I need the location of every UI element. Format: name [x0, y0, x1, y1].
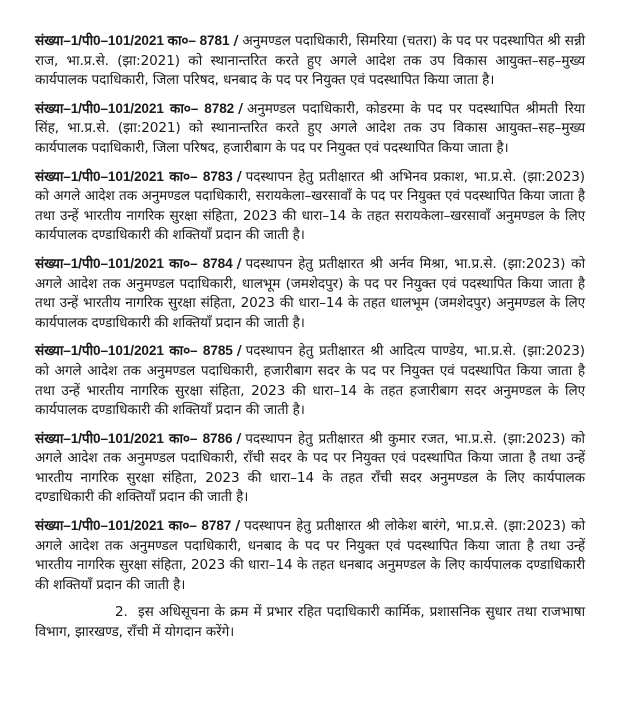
separator: / — [236, 255, 242, 272]
order-text: अनुमण्डल पदाधिकारी, कोडरमा के पद पर पदस्थापित श्रीमती रिया सिंह, भा.प्र.से. (झा:2021) को स्थानान्तरित करते हुए अगले आदेश तक उप विकास आयुक्त–सह–मुख्य कार्यपालक पदाधिकारी, जिला परिषद, हजारीबाग के पद पर नियुक्त एवं पदस्थापित किया जाता है। — [35, 100, 585, 156]
order-paragraph-8782 — [35, 99, 585, 159]
order-reference: संख्या–1/पी0–101/2021 का०– 8786 — [35, 430, 233, 446]
order-reference: संख्या–1/पी0–101/2021 का०– 8784 — [35, 255, 233, 271]
order-text: पदस्थापन हेतु प्रतीक्षारत श्री कुमार रजत, भा.प्र.से. (झा:2023) को अगले आदेश तक अनुमण्डल पदाधिकारी, राँची सदर के पद पर नियुक्त एवं पदस्थापित किया जाता है तथा उन्हें भारतीय नागरिक सुरक्षा संहिता, 2023 की धारा–14 के तहत राँची सदर अनुमण्डल के लिए कार्यपालक दण्डाधिकारी की शक्तियाँ प्रदान की जाती है। — [35, 430, 585, 506]
order-text: पदस्थापन हेतु प्रतीक्षारत श्री आदित्य पाण्डेय, भा.प्र.से. (झा:2023) को अगले आदेश तक अनुमण्डल पदाधिकारी, हजारीबाग सदर के पद पर नियुक्त एवं पदस्थापित किया जाता है तथा उन्हें भारतीय नागरिक सुरक्षा संहिता, 2023 की धारा–14 के तहत हजारीबाग सदर अनुमण्डल के लिए कार्यपालक दण्डाधिकारी की शक्तियाँ प्रदान की जाती है। — [35, 343, 585, 419]
order-paragraph-8785 — [35, 341, 585, 420]
order-paragraph-8781 — [35, 31, 585, 91]
separator: / — [233, 33, 239, 49]
order-reference: संख्या–1/पी0–101/2021 का०– 8782 — [35, 100, 235, 116]
order-reference: संख्या–1/पी0–101/2021 का०– 8783 — [35, 168, 233, 184]
order-text: पदस्थापन हेतु प्रतीक्षारत श्री अर्नव मिश्रा, भा.प्र.से. (झा:2023) को अगले आदेश तक अनुमण्डल पदाधिकारी, धालभूम (जमशेदपुर) के पद पर नियुक्त एवं पदस्थापित किया जाता है तथा उन्हें भारतीय नागरिक सुरक्षा संहिता, 2023 की धारा–14 के तहत धालभूम (जमशेदपुर) अनुमण्डल के लिए कार्यपालक दण्डाधिकारी की शक्तियाँ प्रदान की जाती है। — [35, 255, 585, 331]
separator: / — [236, 430, 242, 447]
closing-paragraph — [35, 603, 585, 642]
order-text: अनुमण्डल पदाधिकारी, सिमरिया (चतरा) के पद पर पदस्थापित श्री सन्नी राज, भा.प्र.से. (झा:2021) को स्थानान्तरित करते हुए अगले आदेश तक उप विकास आयुक्त–सह–मुख्य कार्यपालक पदाधिकारी, जिला परिषद, धनबाद के पद पर नियुक्त एवं पदस्थापित किया जाता है। — [35, 33, 585, 89]
order-reference: संख्या–1/पी0–101/2021 का०– 8787 — [35, 518, 232, 534]
order-paragraph-8784 — [35, 254, 585, 333]
closing-text: इस अधिसूचना के क्रम में प्रभार रहित पदाधिकारी कार्मिक, प्रशासनिक सुधार तथा राजभाषा विभाग, झारखण्ड, राँची में योगदान करेंगे। — [35, 604, 585, 641]
order-paragraph-8783 — [35, 167, 585, 246]
order-paragraph-8786 — [35, 429, 585, 508]
closing-number: 2. — [115, 604, 128, 621]
order-text: पदस्थापन हेतु प्रतीक्षारत श्री लोकेश बारंगे, भा.प्र.से. (झा:2023) को अगले आदेश तक अनुमण्डल पदाधिकारी, धनबाद के पद पर नियुक्त एवं पदस्थापित किया जाता है तथा उन्हें भारतीय नागरिक सुरक्षा संहिता, 2023 की धारा–14 के तहत धनबाद अनुमण्डल के लिए कार्यपालक दण्डाधिकारी की शक्तियाँ प्रदान की जाती है। — [35, 518, 585, 593]
separator: / — [238, 100, 244, 117]
order-paragraph-8787 — [35, 516, 585, 595]
separator: / — [235, 518, 241, 535]
order-reference: संख्या–1/पी0–101/2021 का०– 8785 — [35, 343, 233, 359]
separator: / — [236, 168, 242, 185]
order-reference: संख्या–1/पी0–101/2021 का०– 8781 — [35, 33, 230, 48]
separator: / — [236, 343, 242, 360]
order-text: पदस्थापन हेतु प्रतीक्षारत श्री अभिनव प्रकाश, भा.प्र.से. (झा:2023) को अगले आदेश तक अनुमण्डल पदाधिकारी, सरायकेला–खरसावाँ के पद पर नियुक्त एवं पदस्थापित किया जाता है तथा उन्हें भारतीय नागरिक सुरक्षा संहिता, 2023 की धारा–14 के तहत सरायकेला–खरसावाँ अनुमण्डल के लिए कार्यपालक दण्डाधिकारी की शक्तियाँ प्रदान की जाती है। — [35, 168, 586, 244]
